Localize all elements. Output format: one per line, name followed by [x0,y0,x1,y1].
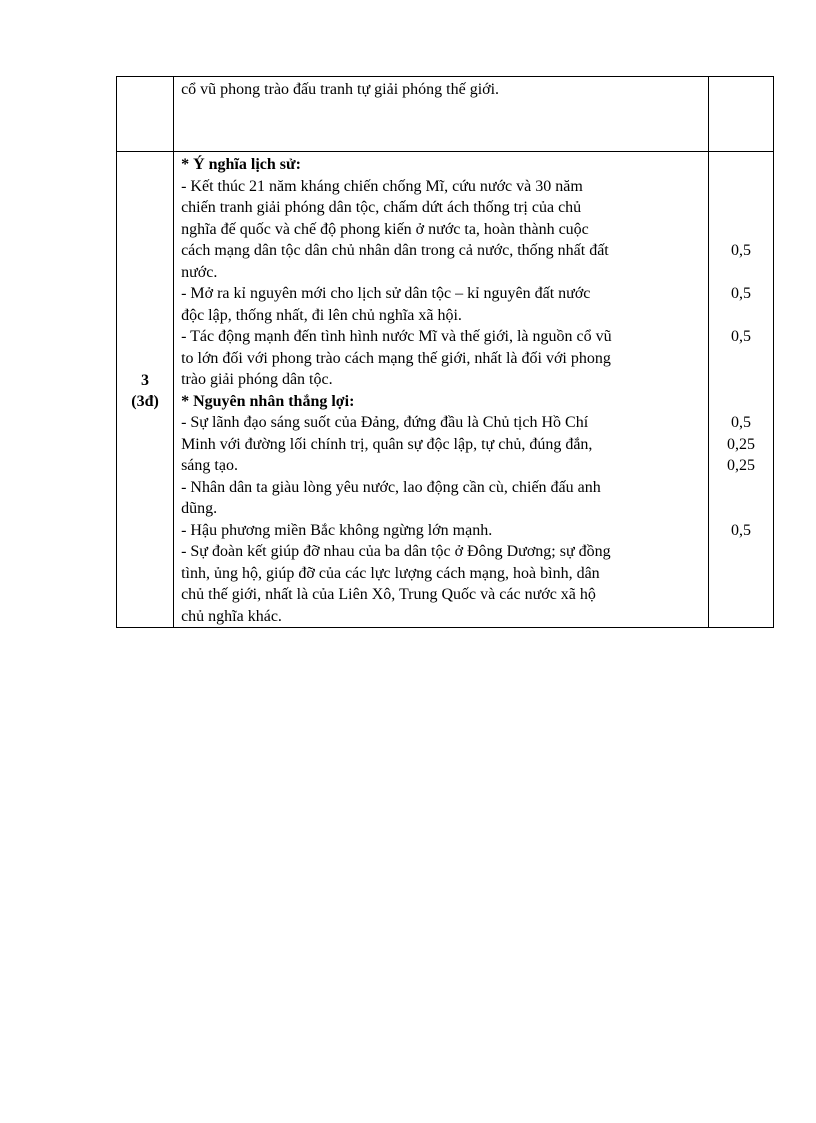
answer-line: Minh với đường lối chính trị, quân sự độc lập, tự chủ, đúng đắn, [181,435,593,453]
answer-line: - Nhân dân ta giàu lòng yêu nước, lao động cần cù, chiến đấu anh [181,478,601,496]
score-value: 0,5 [730,414,751,431]
question-points: (3đ) [131,392,159,410]
answer-line: trào giải phóng dân tộc. [181,371,333,388]
answer-line: dũng. [181,500,218,517]
answer-line: nghĩa đế quốc và chế độ phong kiến ở nước ta, hoàn thành cuộc [181,220,589,238]
answer-line: sáng tạo. [181,457,238,474]
score-value [709,391,773,413]
answer-table [116,76,774,628]
score-cell [708,77,773,152]
table-row [117,77,774,152]
question-number: 3 [141,371,150,389]
score-value [709,584,773,606]
answer-line: - Sự lãnh đạo sáng suốt của Đảng, đứng đầu là Chủ tịch Hồ Chí [181,414,589,431]
score-value [709,498,773,520]
score-cell [708,152,773,628]
answer-line: độc lập, thống nhất, đi lên chủ nghĩa xã hội. [181,306,462,324]
score-value [709,262,773,284]
answer-line: chủ thế giới, nhất là của Liên Xô, Trung Quốc và các nước xã hộ [181,586,596,603]
score-value: 0,5 [730,285,751,302]
answer-line: nước. [181,263,218,281]
score-value: 0,5 [730,328,751,345]
answer-line: - Sự đoàn kết giúp đỡ nhau của ba dân tộc ở Đông Dương; sự đồng [181,543,611,560]
answer-line: - Tác động mạnh đến tình hình nước Mĩ và thế giới, là nguồn cổ vũ [181,328,612,345]
answer-line: cách mạng dân tộc dân chủ nhân dân trong cả nước, thống nhất đất [181,242,609,259]
score-value [709,305,773,327]
score-value [709,369,773,391]
score-value [709,477,773,499]
answer-line: - Mở ra kỉ nguyên mới cho lịch sử dân tộc – kỉ nguyên đất nước [181,285,591,302]
score-value [709,176,773,198]
score-value [709,563,773,585]
score-value: 0,25 [726,457,755,474]
answer-content-cell [174,77,709,152]
question-number-cell [117,152,174,628]
answer-line: cổ vũ phong trào đấu tranh tự giải phóng thế giới. [181,81,500,98]
answer-line: chiến tranh giải phóng dân tộc, chấm dứt ách thống trị của chủ [181,199,582,216]
section-heading: * Ý nghĩa lịch sử: [181,156,301,173]
question-number-cell [117,77,174,152]
score-value [709,606,773,628]
score-value [709,348,773,370]
section-heading: * Nguyên nhân thắng lợi: [181,392,355,410]
score-value: 0,5 [730,521,751,539]
answer-line: - Hậu phương miền Bắc không ngừng lớn mạnh. [181,521,493,539]
score-value: 0,25 [726,435,755,453]
answer-content-cell [174,152,709,628]
answer-line: to lớn đối với phong trào cách mạng thế giới, nhất là đối với phong [181,349,611,367]
answer-line: - Kết thúc 21 năm kháng chiến chống Mĩ, cứu nước và 30 năm [181,177,583,195]
score-value [709,197,773,219]
answer-line: tình, ủng hộ, giúp đỡ của các lực lượng cách mạng, hoà bình, dân [181,564,600,582]
answer-line: chủ nghĩa khác. [181,607,282,625]
table-row [117,152,774,628]
score-value: 0,5 [730,242,751,259]
score-value [709,541,773,563]
score-value [709,219,773,241]
score-value [709,154,773,176]
